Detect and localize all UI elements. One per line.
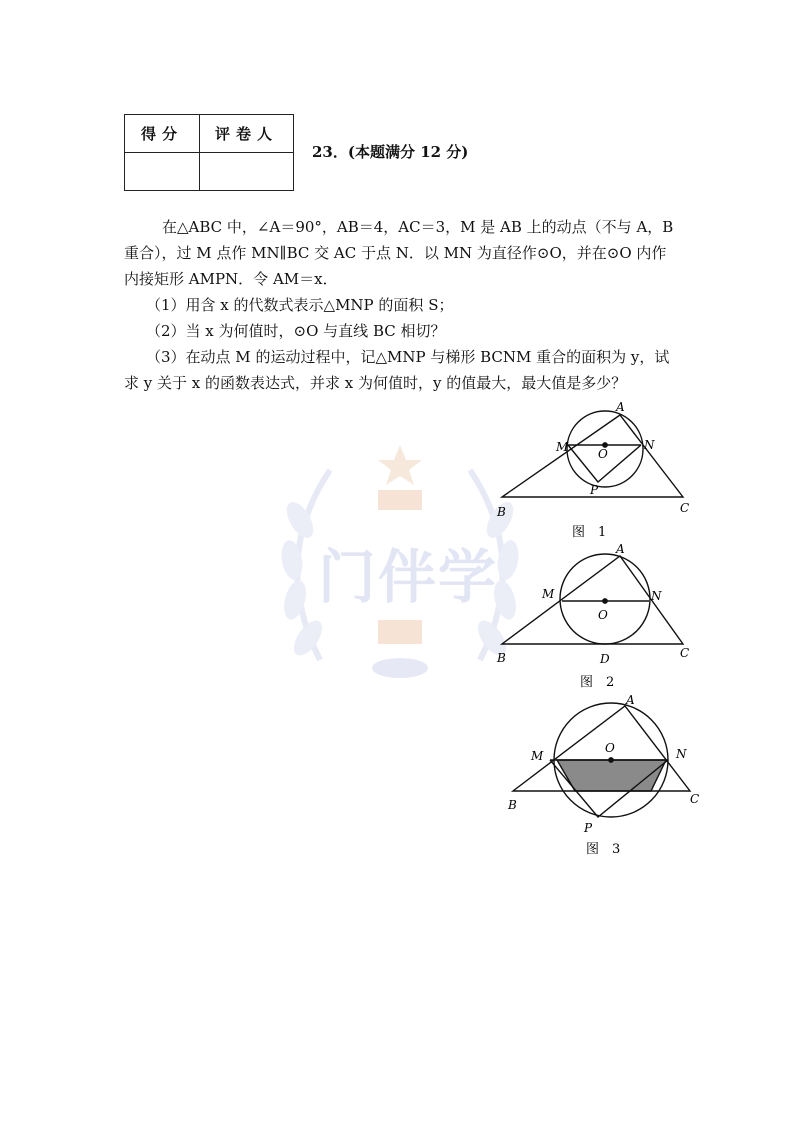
fig3-label-a: A	[626, 693, 635, 707]
fig1-label-c: C	[680, 501, 690, 515]
fig3-caption: 图 3	[586, 842, 621, 857]
fig2-label-m: M	[542, 587, 555, 601]
fig3-label-b: B	[508, 798, 517, 812]
fig3-label-m: M	[531, 749, 544, 763]
fig3-label-c: C	[690, 792, 700, 806]
fig1-label-p: P	[590, 483, 599, 497]
part-1: （1）用含 x 的代数式表示△MNP 的面积 S；	[146, 296, 454, 314]
part-3-line-1: （3）在动点 M 的运动过程中，记△MNP 与梯形 BCNM 重合的面积为 y，试	[146, 348, 670, 366]
fig1-label-n: N	[644, 438, 655, 452]
fig2-label-o: O	[598, 608, 608, 622]
part-2: （2）当 x 为何值时，⊙O 与直线 BC 相切？	[146, 322, 446, 340]
fig1-label-o: O	[598, 447, 608, 461]
fig1-caption: 图 1	[572, 525, 607, 540]
fig1-label-b: B	[497, 505, 506, 519]
fig3-label-o: O	[605, 741, 615, 755]
part-3-line-2: 求 y 关于 x 的函数表达式，并求 x 为何值时，y 的值最大，最大值是多少？	[124, 374, 627, 392]
fig3-center	[609, 758, 613, 762]
score-header: 得分	[125, 115, 200, 153]
fig1-label-m: M	[556, 440, 569, 454]
fig2-caption: 图 2	[580, 675, 615, 690]
stem-line-2: 重合），过 M 点作 MN∥BC 交 AC 于点 N．以 MN 为直径作⊙O，并在⊙O 内作	[124, 244, 667, 262]
fig2-center	[603, 599, 607, 603]
fig1-label-a: A	[616, 400, 625, 414]
stem-line-3: 内接矩形 AMPN．令 AM＝x．	[124, 270, 338, 288]
fig2-label-c: C	[680, 646, 690, 660]
fig3-label-n: N	[676, 747, 687, 761]
fig3-label-p: P	[584, 821, 593, 835]
watermark-text: 门伴学	[318, 543, 499, 611]
fig2-label-d: D	[600, 652, 610, 666]
fig2-label-n: N	[651, 589, 662, 603]
stem-line-1: 在△ABC 中，∠A＝90°，AB＝4，AC＝3，M 是 AB 上的动点（不与 A，B	[162, 218, 674, 236]
question-title: 23．(本题满分 12 分)	[312, 143, 469, 161]
grader-header: 评卷人	[200, 115, 294, 153]
fig2-label-b: B	[497, 651, 506, 665]
fig2-label-a: A	[616, 542, 625, 556]
